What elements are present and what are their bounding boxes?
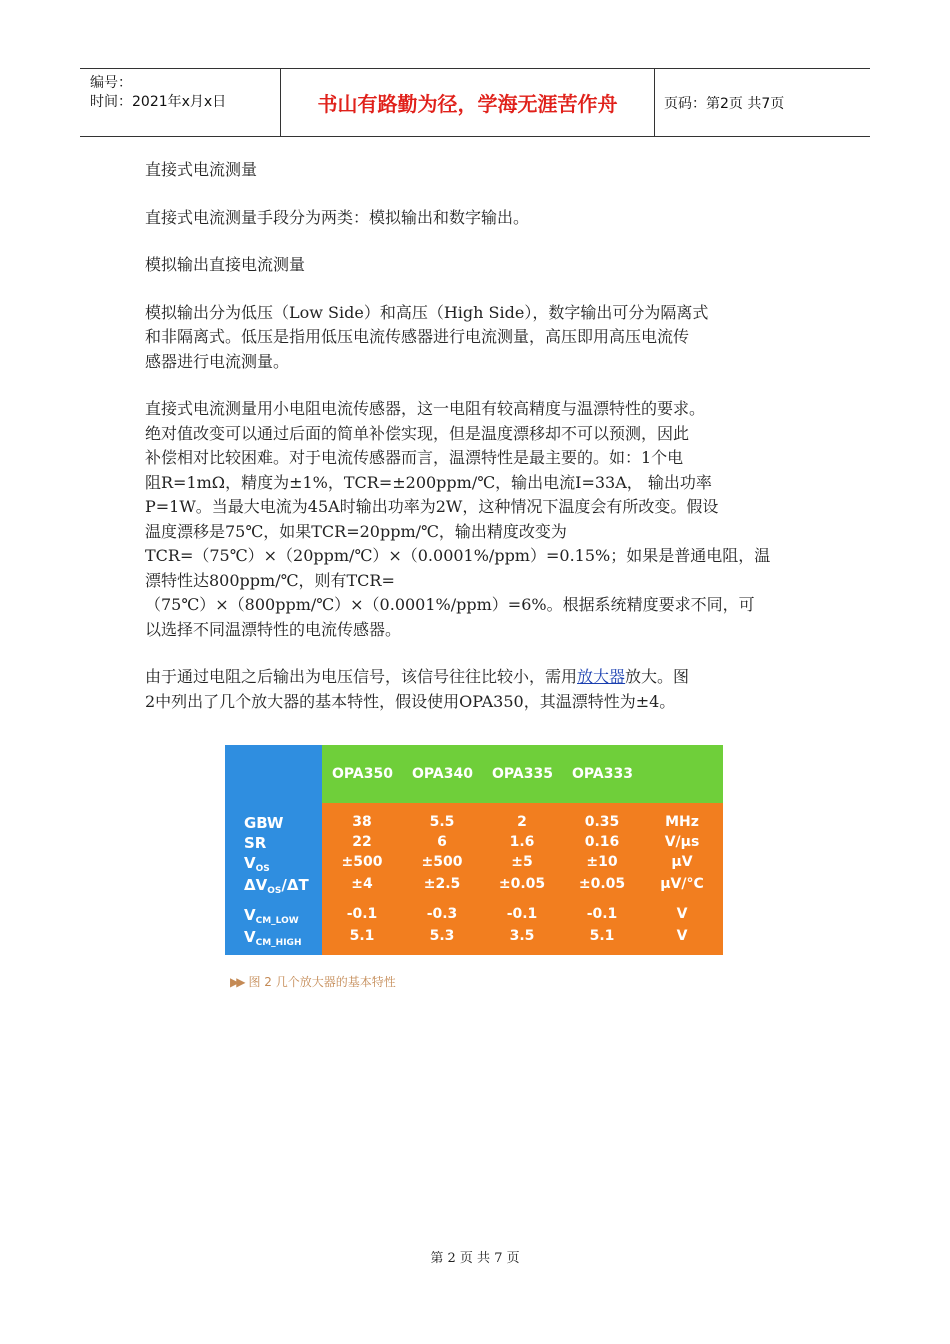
unit-label: μV/°C [660,876,704,892]
paragraph-line: 温度漂移是75℃，如果TCR=20ppm/℃，输出精度改变为 [145,521,567,541]
table-cell: 1.6 [509,834,535,850]
row-label: $\Delta V_{OS}/\Delta T$ [244,876,309,896]
row-label: $V_{OS}$ [244,854,270,874]
document-body [145,158,810,737]
row-label: SR [244,834,267,852]
paragraph-line: 模拟输出分为低压（Low Side）和高压（High Side），数字输出可分为隔离式 [145,302,709,322]
column-header: OPA340 [412,766,473,782]
table-cell: -0.1 [346,906,378,922]
paragraph-line: 绝对值改变可以通过后面的简单补偿实现，但是温度漂移却不可以预测，因此 [145,423,690,443]
paragraph-line: （75℃）×（800ppm/℃）×（0.0001%/ppm）=6%。根据系统精度要求不同，可 [145,595,755,614]
table-cell: 38 [352,814,372,830]
table-cell: ±500 [421,854,463,870]
table-cell: ±10 [586,854,618,870]
column-header: OPA333 [572,766,633,782]
page-header [80,68,870,137]
table-cell: ±5 [511,854,533,870]
column-header: OPA350 [332,766,393,782]
table-cell: 3.5 [509,928,535,944]
amplifier-link[interactable]: 放大器 [577,667,626,686]
paragraph-line: 直接式电流测量用小电阻电流传感器，这一电阻有较高精度与温漂特性的要求。 [145,399,706,418]
unit-label: V/μs [664,834,700,850]
unit-label: V [676,928,688,944]
row-label: $V_{CM\_LOW}$ [244,906,299,926]
unit-label: μV [671,854,693,870]
table-cell: ±0.05 [498,876,546,892]
text-segment: 由于通过电阻之后输出为电压信号，该信号往往比较小，需用 [145,667,578,686]
table-cell: 22 [352,834,372,850]
caption-text: 图 2 几个放大器的基本特性 [248,975,396,989]
caption-arrow-icon: ▶▶ [230,975,243,989]
text-segment: 放大。图 [625,667,690,686]
table-cell: 5.3 [429,928,455,944]
header-meta [80,69,280,136]
header-motto: 书山有路勤为径，学海无涯苦作舟 [280,69,655,136]
unit-label: MHz [665,814,699,830]
table-cell: ±4 [351,876,373,892]
section-heading: 直接式电流测量 [145,160,258,179]
paragraph-line: P=1W。当最大电流为45A时输出功率为2W，这种情况下温度会有所改变。假设 [145,497,719,516]
table-cell: 0.35 [584,814,620,830]
table-cell: 5.1 [349,928,375,944]
paragraph-line: 感器进行电流测量。 [145,351,290,371]
header-page-label: 页码：第2页 共7页 [664,95,785,112]
table-cell: -0.1 [586,906,618,922]
number-label: 编号： [90,75,132,91]
table-cell: ±0.05 [578,876,626,892]
paragraph [145,301,810,375]
paragraph-line: 2中列出了几个放大器的基本特性，假设使用OPA350，其温漂特性为±4。 [145,691,676,711]
paragraph-line: TCR=（75℃）×（20ppm/℃）×（0.0001%/ppm）=0.15%；如果是普通电阻，温 [145,546,771,565]
table-cell: ±500 [341,854,383,870]
paragraph-line: 漂特性达800ppm/℃，则有TCR= [145,570,395,590]
paragraph [145,665,810,714]
table-cell: 2 [517,814,527,830]
amplifier-spec-figure [225,745,723,955]
column-header: OPA335 [492,766,553,782]
table-cell: 5.1 [589,928,615,944]
paragraph-line: 阻R=1mΩ，精度为±1%，TCR=±200ppm/℃，输出电流I=33A， 输出功率 [145,472,712,492]
paragraph-line: 和非隔离式。低压是指用低压电流传感器进行电流测量，高压即用高压电流传 [145,327,690,346]
figure-caption [230,973,396,990]
paragraph-line: 补偿相对比较困难。对于电流传感器而言，温漂特性是最主要的。如：1个电 [145,448,684,467]
row-label: $V_{CM\_HIGH}$ [244,928,302,948]
row-label: GBW [244,814,284,832]
page-footer: 第 2 页 共 7 页 [430,1251,520,1266]
table-cell: -0.3 [426,906,458,922]
section-heading: 模拟输出直接电流测量 [145,255,306,274]
table-cell: -0.1 [506,906,538,922]
date-label: 时间：2021年x月x日 [90,94,227,110]
paragraph-line: 以选择不同温漂特性的电流传感器。 [145,619,402,639]
paragraph: 直接式电流测量手段分为两类：模拟输出和数字输出。 [145,207,530,227]
table-cell: ±2.5 [423,876,461,892]
unit-label: V [676,906,688,922]
table-cell: 5.5 [429,814,455,830]
table-cell: 6 [437,834,447,850]
paragraph [145,397,810,642]
table-cell: 0.16 [584,834,620,850]
paragraph-line [145,665,810,690]
